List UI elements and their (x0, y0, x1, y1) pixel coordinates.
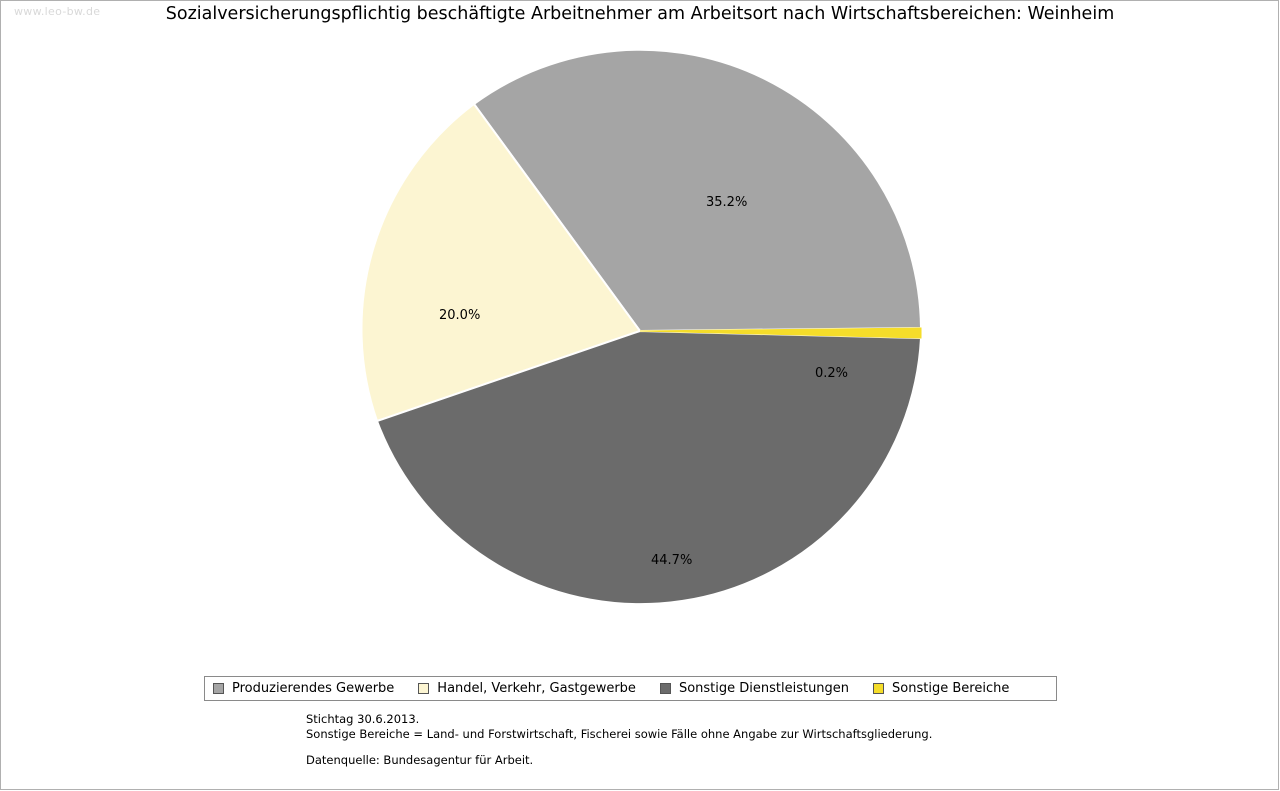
legend-swatch-icon (660, 683, 671, 694)
pie-label-produzierendes-gewerbe: 35.2% (706, 195, 748, 210)
legend-label: Sonstige Bereiche (892, 681, 1010, 696)
legend-item-sonstige-dienstleistungen[interactable] (660, 681, 849, 696)
legend-label: Handel, Verkehr, Gastgewerbe (437, 681, 636, 696)
legend-label: Sonstige Dienstleistungen (678, 681, 850, 696)
legend-item-produzierendes-gewerbe[interactable] (213, 681, 394, 696)
page-title: Sozialversicherungspflichtig beschäftigte Arbeitnehmer am Arbeitsort nach Wirtschaftsbereichen: Weinheim (165, 4, 1115, 24)
footnote-datenquelle: Datenquelle: Bundesagentur für Arbeit. (306, 753, 534, 767)
pie-label-sonstige-dienstleistungen: 44.7% (651, 553, 693, 568)
legend-item-handel-verkehr-gastgewerbe[interactable] (418, 681, 636, 696)
pie-chart (355, 42, 925, 620)
footnote-stichtag: Stichtag 30.6.2013. (306, 712, 420, 726)
legend-swatch-icon (213, 683, 224, 694)
pie-label-sonstige-bereiche: 0.2% (815, 366, 849, 381)
legend-item-sonstige-bereiche[interactable] (873, 681, 1009, 696)
chart-footnotes (306, 712, 932, 768)
legend-swatch-icon (418, 683, 429, 694)
legend-swatch-icon (873, 683, 884, 694)
watermark-text: www.leo-bw.de (14, 5, 101, 18)
chart-legend (204, 676, 1057, 701)
footnote-sonstige-bereiche: Sonstige Bereiche = Land- und Forstwirtschaft, Fischerei sowie Fälle ohne Angabe zur Wirtschaftsgliederung. (306, 727, 933, 741)
pie-label-handel-verkehr-gastgewerbe: 20.0% (439, 308, 481, 323)
pie-svg (355, 42, 925, 620)
legend-label: Produzierendes Gewerbe (232, 681, 395, 696)
